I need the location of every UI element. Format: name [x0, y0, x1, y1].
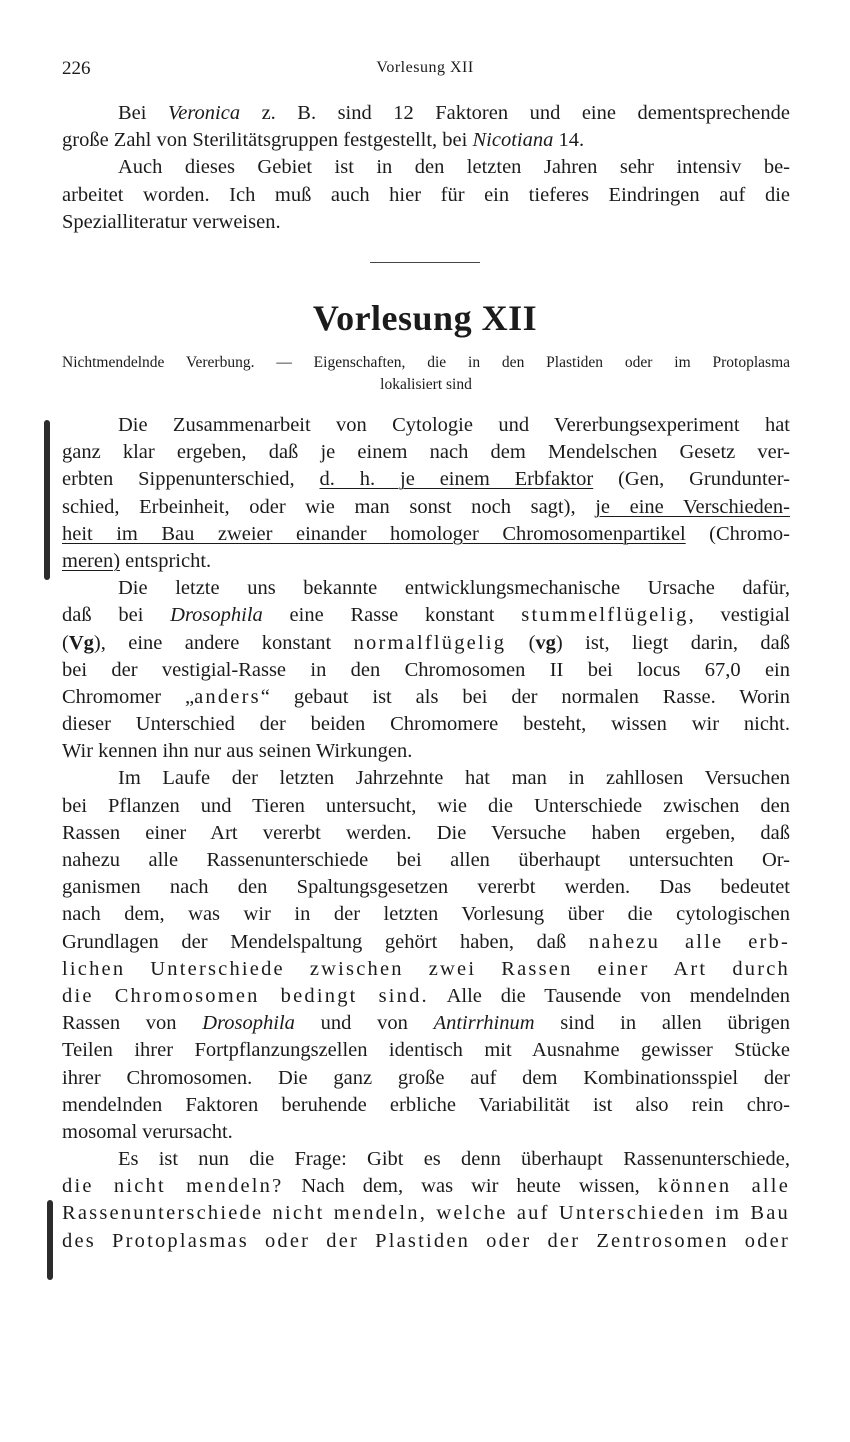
- text-run: mendelnden Faktoren beruhende erbliche Variabilität ist also rein chro-: [62, 1093, 790, 1116]
- text-run: Rassen von: [62, 1012, 203, 1035]
- spaced-emphasis-text: lichen Unterschiede zwischen zwei Rassen einer Art durch: [62, 957, 790, 980]
- margin-mark: [44, 420, 50, 580]
- underlined-text: je eine Verschieden-: [595, 495, 790, 518]
- text-line: [62, 127, 790, 154]
- text-line: [62, 765, 790, 792]
- lecture-summary-line-2: lokalisiert sind: [380, 376, 472, 393]
- text-line: [62, 1173, 790, 1200]
- text-line: [62, 602, 790, 629]
- margin-mark: [47, 1200, 53, 1280]
- text-run: Spezialliteratur verweisen.: [62, 210, 281, 233]
- text-run: Es ist nun die Frage: Gibt es denn überhaupt Rassenunterschiede,: [118, 1148, 790, 1171]
- text-run: daß bei: [62, 604, 171, 627]
- text-line: [62, 494, 790, 521]
- text-run: bei Pflanzen und Tieren untersucht, wie die Unterschiede zwischen den: [62, 794, 790, 817]
- text-line: [62, 657, 790, 684]
- lecture-summary-line-1: Nichtmendelnde Vererbung. — Eigenschaften, die in den Plastiden oder im Protoplasma: [62, 354, 790, 371]
- italic-text: Drosophila: [170, 604, 263, 627]
- text-run: 14.: [553, 129, 585, 152]
- spaced-emphasis-text: Rassenunterschiede nicht mendeln, welche auf Unterschieden im Bau: [62, 1202, 790, 1225]
- text-run: und von: [294, 1012, 434, 1035]
- bold-text: vg: [535, 631, 556, 654]
- spaced-emphasis-text: des Protoplasmas oder der Plastiden oder der Zentrosomen oder: [62, 1229, 790, 1252]
- underlined-text: d. h. je einem Erbfaktor: [319, 468, 594, 491]
- italic-text: Antirrhinum: [433, 1012, 535, 1035]
- text-line: [62, 1146, 790, 1173]
- text-run: ), eine andere konstant: [93, 631, 354, 654]
- text-line: [62, 575, 790, 602]
- text-run: Teilen ihrer Fortpflanzungszellen identisch mit Ausnahme gewisser Stücke: [62, 1039, 790, 1062]
- italic-text: Veronica: [167, 102, 241, 124]
- text-line: [62, 154, 790, 181]
- text-run: sind in allen übrigen: [534, 1012, 791, 1035]
- spaced-emphasis-text: normalflügelig: [353, 631, 507, 654]
- text-line: [62, 820, 790, 847]
- text-run: entspricht.: [120, 549, 212, 572]
- text-run: ganismen nach den Spaltungsgesetzen vererbt werden. Das bedeutet: [62, 876, 790, 899]
- text-run: Auch dieses Gebiet ist in den letzten Jahren sehr intensiv be-: [118, 156, 790, 179]
- text-line: [62, 1065, 790, 1092]
- text-run: arbeitet worden. Ich muß auch hier für ein tieferes Eindringen auf die: [62, 183, 790, 206]
- text-line: [62, 1200, 790, 1227]
- spaced-emphasis-text: nahezu alle erb-: [588, 930, 790, 953]
- text-run: z. B. sind 12 Faktoren und eine dementsprechende: [240, 102, 791, 124]
- text-line: [62, 793, 790, 820]
- text-run: ) ist, liegt darin, daß: [555, 631, 791, 654]
- spaced-emphasis-text: anders: [194, 685, 261, 708]
- text-run: Im Laufe der letzten Jahrzehnte hat man in zahllosen Versuchen: [118, 767, 790, 790]
- text-line: [62, 521, 790, 548]
- text-line: [62, 412, 790, 439]
- italic-text: Drosophila: [202, 1012, 295, 1035]
- text-run: mosomal verursacht.: [62, 1120, 233, 1143]
- lecture-body: [62, 412, 790, 1255]
- text-line: [62, 630, 790, 657]
- text-run: Rassen einer Art vererbt werden. Die Versuche haben ergeben, daß: [62, 821, 790, 844]
- text-line: [62, 182, 790, 209]
- text-line: [62, 100, 790, 127]
- text-line: [62, 929, 790, 956]
- spaced-emphasis-text: können alle: [657, 1175, 790, 1198]
- text-line: [62, 684, 790, 711]
- spaced-emphasis-text: die nicht mendeln?: [62, 1175, 284, 1198]
- text-line: [62, 1092, 790, 1119]
- text-line: [62, 439, 790, 466]
- spaced-emphasis-text: die Chromosomen bedingt sind.: [62, 984, 429, 1007]
- text-run: nach dem, was wir in der letzten Vorlesung über die cytologischen: [62, 903, 790, 926]
- text-run: “ gebaut ist als bei der normalen Rasse. Worin: [260, 685, 790, 708]
- text-run: Alle die Tausende von mendelnden: [428, 984, 790, 1007]
- italic-text: Nicotiana: [472, 129, 554, 152]
- lecture-summary: [62, 352, 790, 396]
- text-run: Bei: [118, 102, 168, 124]
- text-run: (Chromo-: [685, 522, 790, 545]
- text-line: [62, 1119, 790, 1146]
- intro-paragraphs: [62, 100, 790, 236]
- text-run: (Gen, Grundunter-: [593, 468, 790, 491]
- bold-text: Vg: [68, 631, 94, 654]
- text-run: ihrer Chromosomen. Die ganz große auf dem Kombinationsspiel der: [62, 1066, 790, 1089]
- text-run: Chromomer „: [62, 685, 195, 708]
- underlined-text: meren): [62, 549, 121, 572]
- underlined-text: heit im Bau zweier einander homologer Chromosomenpartikel: [62, 522, 686, 545]
- text-line: [62, 738, 790, 765]
- text-run: Die Zusammenarbeit von Cytologie und Vererbungsexperiment hat: [118, 414, 790, 436]
- text-line: [62, 1228, 790, 1255]
- lecture-title: Vorlesung XII: [312, 298, 538, 338]
- text-line: [62, 209, 790, 236]
- text-run: Wir kennen ihn nur aus seinen Wirkungen.: [62, 740, 413, 763]
- text-run: eine Rasse konstant: [262, 604, 522, 627]
- text-line: [62, 548, 790, 575]
- text-run: dieser Unterschied der beiden Chromomere besteht, wissen wir nicht.: [62, 713, 790, 736]
- text-line: [62, 1037, 790, 1064]
- text-run: (: [506, 631, 536, 654]
- text-line: [62, 1010, 790, 1037]
- text-run: ganz klar ergeben, daß je einem nach dem Mendelschen Gesetz ver-: [62, 441, 790, 464]
- text-run: Nach dem, was wir heute wissen,: [283, 1175, 658, 1198]
- page-number: 226: [62, 58, 91, 79]
- text-line: [62, 901, 790, 928]
- text-run: (: [62, 631, 69, 654]
- running-title: Vorlesung XII: [376, 59, 474, 76]
- text-run: Die letzte uns bekannte entwicklungsmechanische Ursache dafür,: [118, 577, 790, 600]
- text-line: [62, 983, 790, 1010]
- spaced-emphasis-text: stummelflügelig: [521, 604, 689, 627]
- text-run: schied, Erbeinheit, oder wie man sonst noch sagt),: [62, 495, 596, 518]
- text-line: [62, 847, 790, 874]
- text-line: [62, 466, 790, 493]
- text-line: [62, 711, 790, 738]
- section-divider: [370, 262, 480, 263]
- text-run: bei der vestigial-Rasse in den Chromosomen II bei locus 67,0 ein: [62, 658, 790, 681]
- text-run: erbten Sippenunterschied,: [62, 468, 320, 491]
- text-run: Grundlagen der Mendelspaltung gehört haben, daß: [62, 930, 589, 953]
- text-run: nahezu alle Rassenunterschiede bei allen überhaupt untersuchten Or-: [62, 849, 790, 871]
- text-run: , vestigial: [688, 604, 790, 627]
- text-line: [62, 956, 790, 983]
- text-run: große Zahl von Sterilitätsgruppen festgestellt, bei: [62, 129, 473, 152]
- text-line: [62, 874, 790, 901]
